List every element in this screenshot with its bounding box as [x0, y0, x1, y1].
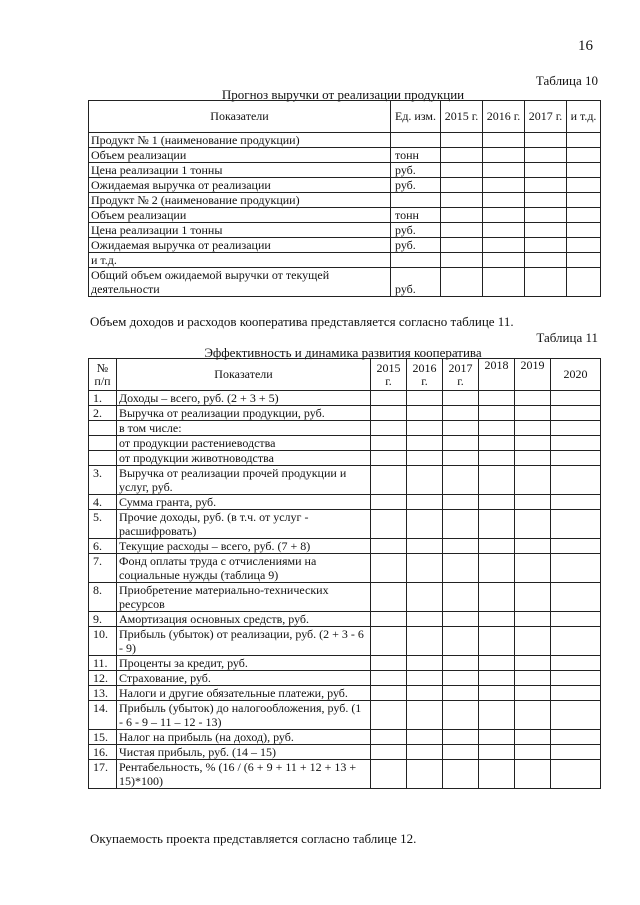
table-11-cell-value: [443, 391, 479, 406]
table-11-cell-indicator: Текущие расходы – всего, руб. (7 + 8): [117, 539, 371, 554]
table-11-cell-number: [89, 421, 117, 436]
table-11-cell-indicator: Чистая прибыль, руб. (14 – 15): [117, 745, 371, 760]
table-11-row: [89, 510, 601, 539]
table-10-cell-value: [567, 178, 601, 193]
table-10-cell-unit: руб.: [391, 238, 441, 253]
table-11-header: 2020: [551, 359, 601, 391]
table-11-cell-value: [443, 612, 479, 627]
table-11-cell-value: [479, 451, 515, 466]
table-10-cell-value: [441, 268, 483, 297]
table-11-cell-value: [515, 760, 551, 789]
table-11-cell-value: [443, 406, 479, 421]
table-10-row: [89, 148, 601, 163]
table-10-row: [89, 208, 601, 223]
table-11-cell-value: [371, 627, 407, 656]
table-11-cell-value: [407, 510, 443, 539]
table-11-cell-value: [551, 510, 601, 539]
table-11-cell-value: [371, 730, 407, 745]
table-10-cell-indicator: Объем реализации: [89, 208, 391, 223]
table-10-cell-value: [525, 163, 567, 178]
table-11-cell-value: [479, 583, 515, 612]
page-number: 16: [578, 38, 593, 54]
table-11-header: 2016 г.: [407, 359, 443, 391]
table-11-cell-number: 6.: [89, 539, 117, 554]
table-11-cell-value: [443, 510, 479, 539]
table-11-cell-number: 13.: [89, 686, 117, 701]
table-10-cell-value: [483, 238, 525, 253]
table-11-row: [89, 451, 601, 466]
table-11-cell-value: [515, 466, 551, 495]
table-11-cell-indicator: Страхование, руб.: [117, 671, 371, 686]
table-10-cell-value: [525, 178, 567, 193]
table-11-cell-value: [443, 554, 479, 583]
table-11-cell-value: [371, 539, 407, 554]
table-10-cell-value: [483, 208, 525, 223]
table-10-cell-indicator: Объем реализации: [89, 148, 391, 163]
table-11-cell-value: [551, 730, 601, 745]
table-10-title: Прогноз выручки от реализации продукции: [221, 87, 465, 102]
table-11-cell-value: [371, 612, 407, 627]
table-11-cell-value: [551, 612, 601, 627]
table-10-cell-indicator: Продукт № 2 (наименование продукции): [89, 193, 391, 208]
table-11-cell-value: [443, 466, 479, 495]
table-11-cell-value: [371, 510, 407, 539]
table-10-cell-value: [525, 253, 567, 268]
table-10-cell-indicator: Цена реализации 1 тонны: [89, 163, 391, 178]
table-11-cell-value: [515, 436, 551, 451]
table-10-header: и т.д.: [567, 101, 601, 133]
table-10-cell-value: [483, 133, 525, 148]
table-11-cell-value: [479, 656, 515, 671]
table-11-cell-value: [443, 671, 479, 686]
table-11-cell-value: [515, 627, 551, 656]
table-10-cell-unit: руб.: [391, 223, 441, 238]
table-10-cell-value: [525, 133, 567, 148]
table-10-cell-value: [483, 223, 525, 238]
table-11-cell-value: [551, 745, 601, 760]
table-11-cell-number: 16.: [89, 745, 117, 760]
table-10-cell-value: [567, 163, 601, 178]
table-11-cell-value: [443, 730, 479, 745]
table-10-cell-value: [567, 223, 601, 238]
table-10-cell-value: [567, 268, 601, 297]
table-11-cell-value: [407, 495, 443, 510]
table-11-cell-value: [371, 656, 407, 671]
table-11-cell-value: [551, 583, 601, 612]
table-11-cell-value: [551, 436, 601, 451]
table-11-cell-value: [443, 686, 479, 701]
table-11-cell-value: [407, 451, 443, 466]
table-11-cell-number: 10.: [89, 627, 117, 656]
table-10-cell-unit: [391, 193, 441, 208]
table-11-cell-value: [551, 495, 601, 510]
table-11-cell-value: [515, 391, 551, 406]
table-11-cell-indicator: Выручка от реализации продукции, руб.: [117, 406, 371, 421]
table-11-row: [89, 539, 601, 554]
table-11-cell-value: [443, 436, 479, 451]
table-11-cell-value: [515, 686, 551, 701]
table-11-cell-number: 8.: [89, 583, 117, 612]
table-10-cell-indicator: Ожидаемая выручка от реализации: [89, 238, 391, 253]
table-11-cell-value: [479, 671, 515, 686]
table-11-cell-value: [479, 554, 515, 583]
table-11-cell-number: 5.: [89, 510, 117, 539]
table-10-cell-value: [525, 148, 567, 163]
table-11-cell-indicator: в том числе:: [117, 421, 371, 436]
table-10-cell-unit: руб.: [391, 268, 441, 297]
table-11-row: [89, 686, 601, 701]
table-11-cell-value: [515, 539, 551, 554]
table-10-cell-value: [567, 253, 601, 268]
table-11-cell-value: [443, 656, 479, 671]
table-11-row: [89, 627, 601, 656]
table-11-cell-value: [407, 760, 443, 789]
table-11-row: [89, 466, 601, 495]
table-11-cell-value: [479, 391, 515, 406]
table-10-cell-value: [441, 193, 483, 208]
table-11-cell-number: 15.: [89, 730, 117, 745]
table-10-cell-indicator: и т.д.: [89, 253, 391, 268]
table-11-row: [89, 612, 601, 627]
table-10-cell-value: [483, 148, 525, 163]
table-11-cell-value: [515, 612, 551, 627]
table-11-row: [89, 730, 601, 745]
table-11-cell-indicator: Прибыль (убыток) до налогообложения, руб. (1 - 6 - 9 – 11 – 12 - 13): [117, 701, 371, 730]
table-11-cell-number: 12.: [89, 671, 117, 686]
table-10-cell-value: [525, 193, 567, 208]
table-11-cell-indicator: Сумма гранта, руб.: [117, 495, 371, 510]
table-10-row: [89, 178, 601, 193]
table-10-row: [89, 238, 601, 253]
table-11-cell-value: [479, 406, 515, 421]
table-11-cell-value: [551, 671, 601, 686]
table-11-row: [89, 554, 601, 583]
table-10-cell-indicator: Продукт № 1 (наименование продукции): [89, 133, 391, 148]
table-10-cell-indicator: Цена реализации 1 тонны: [89, 223, 391, 238]
table-11-cell-value: [371, 436, 407, 451]
table-10-label: Таблица 10: [535, 73, 598, 88]
table-10: [88, 100, 601, 297]
table-11-cell-value: [479, 495, 515, 510]
table-11-cell-value: [407, 554, 443, 583]
table-10-row: [89, 253, 601, 268]
table-11-cell-value: [551, 686, 601, 701]
table-11-cell-indicator: Доходы – всего, руб. (2 + 3 + 5): [117, 391, 371, 406]
table-11-cell-value: [371, 760, 407, 789]
paragraph-table-11-intro: Объем доходов и расходов кооператива представляется согласно таблице 11.: [90, 314, 514, 329]
table-11-cell-value: [371, 583, 407, 612]
table-11-row: [89, 436, 601, 451]
table-11-cell-value: [479, 760, 515, 789]
table-11-cell-value: [479, 701, 515, 730]
table-11-cell-value: [371, 554, 407, 583]
table-11-cell-number: 2.: [89, 406, 117, 421]
table-11-cell-number: 3.: [89, 466, 117, 495]
table-11-header: Показатели: [117, 359, 371, 391]
table-11-cell-value: [407, 612, 443, 627]
table-11-cell-indicator: Налог на прибыль (на доход), руб.: [117, 730, 371, 745]
table-11-header: 2018: [479, 359, 515, 391]
table-11-cell-value: [551, 627, 601, 656]
table-10-cell-value: [441, 253, 483, 268]
table-11-header: № п/п: [89, 359, 117, 391]
table-11-row: [89, 701, 601, 730]
table-11-cell-number: 11.: [89, 656, 117, 671]
table-11-cell-value: [479, 539, 515, 554]
table-11-cell-value: [407, 436, 443, 451]
table-11-cell-value: [551, 701, 601, 730]
table-10-cell-unit: тонн: [391, 148, 441, 163]
table-11-cell-number: [89, 436, 117, 451]
table-11-cell-value: [479, 510, 515, 539]
table-10-cell-value: [483, 253, 525, 268]
table-11-cell-value: [479, 730, 515, 745]
table-11-cell-indicator: Прочие доходы, руб. (в т.ч. от услуг - расшифровать): [117, 510, 371, 539]
table-11-row: [89, 406, 601, 421]
table-10-cell-value: [567, 193, 601, 208]
table-10-header: Показатели: [89, 101, 391, 133]
paragraph-table-12-intro: Окупаемость проекта представляется согласно таблице 12.: [90, 831, 417, 846]
table-11-cell-indicator: Налоги и другие обязательные платежи, руб.: [117, 686, 371, 701]
table-11: [88, 358, 601, 789]
table-10-cell-value: [441, 148, 483, 163]
table-11-cell-value: [551, 656, 601, 671]
table-11-cell-value: [407, 627, 443, 656]
table-10-cell-unit: руб.: [391, 178, 441, 193]
table-11-cell-value: [515, 730, 551, 745]
table-11-cell-value: [515, 421, 551, 436]
table-11-cell-value: [407, 656, 443, 671]
table-10-cell-value: [525, 223, 567, 238]
table-10-cell-value: [567, 238, 601, 253]
table-10-cell-value: [525, 208, 567, 223]
table-11-cell-number: 7.: [89, 554, 117, 583]
table-11-cell-value: [443, 701, 479, 730]
table-10-cell-unit: [391, 253, 441, 268]
table-11-cell-number: [89, 451, 117, 466]
table-10-header: 2016 г.: [483, 101, 525, 133]
table-10-cell-value: [567, 148, 601, 163]
table-11-cell-value: [407, 391, 443, 406]
table-11-cell-indicator: Прибыль (убыток) от реализации, руб. (2 + 3 - 6 - 9): [117, 627, 371, 656]
table-11-cell-value: [443, 583, 479, 612]
table-11-cell-value: [551, 466, 601, 495]
table-10-cell-unit: [391, 133, 441, 148]
table-10-cell-value: [441, 178, 483, 193]
table-11-cell-value: [515, 583, 551, 612]
table-11-cell-value: [407, 686, 443, 701]
table-11-cell-value: [443, 627, 479, 656]
table-11-cell-value: [551, 391, 601, 406]
table-11-header: 2019: [515, 359, 551, 391]
table-11-cell-value: [371, 686, 407, 701]
table-10-cell-value: [483, 163, 525, 178]
table-11-cell-value: [551, 406, 601, 421]
table-11-cell-indicator: от продукции животноводства: [117, 451, 371, 466]
table-11-cell-value: [551, 539, 601, 554]
table-11-cell-value: [515, 701, 551, 730]
table-10-row: [89, 223, 601, 238]
table-11-cell-value: [479, 627, 515, 656]
table-11-cell-value: [407, 539, 443, 554]
table-10-cell-value: [525, 238, 567, 253]
table-10-cell-indicator: Общий объем ожидаемой выручки от текущей деятельности: [89, 268, 391, 297]
table-11-cell-value: [371, 451, 407, 466]
table-11-row: [89, 583, 601, 612]
table-11-row: [89, 671, 601, 686]
table-10-row: [89, 268, 601, 297]
table-11-row: [89, 391, 601, 406]
table-11-cell-value: [515, 510, 551, 539]
table-11-cell-value: [551, 451, 601, 466]
table-11-cell-value: [371, 421, 407, 436]
table-11-cell-value: [443, 539, 479, 554]
table-11-cell-value: [551, 760, 601, 789]
table-11-cell-value: [407, 671, 443, 686]
table-11-cell-indicator: Приобретение материально-технических ресурсов: [117, 583, 371, 612]
table-11-cell-indicator: Выручка от реализации прочей продукции и услуг, руб.: [117, 466, 371, 495]
table-11-row: [89, 495, 601, 510]
table-11-cell-number: 1.: [89, 391, 117, 406]
table-11-cell-value: [371, 701, 407, 730]
table-11-cell-value: [515, 406, 551, 421]
table-11-cell-value: [407, 583, 443, 612]
table-10-cell-indicator: Ожидаемая выручка от реализации: [89, 178, 391, 193]
table-11-cell-value: [407, 730, 443, 745]
table-11-cell-value: [407, 421, 443, 436]
table-11-cell-value: [371, 391, 407, 406]
table-10-cell-value: [483, 193, 525, 208]
table-11-header: 2015 г.: [371, 359, 407, 391]
table-11-cell-value: [443, 495, 479, 510]
table-11-cell-value: [515, 745, 551, 760]
table-11-cell-value: [551, 554, 601, 583]
table-10-row: [89, 193, 601, 208]
table-11-header: 2017 г.: [443, 359, 479, 391]
table-10-header: 2015 г.: [441, 101, 483, 133]
table-11-cell-value: [479, 421, 515, 436]
table-11-row: [89, 745, 601, 760]
table-10-cell-value: [441, 238, 483, 253]
table-11-cell-value: [443, 760, 479, 789]
table-11-cell-value: [371, 671, 407, 686]
table-11-cell-indicator: Амортизация основных средств, руб.: [117, 612, 371, 627]
table-10-row: [89, 163, 601, 178]
table-11-cell-value: [407, 466, 443, 495]
table-10-cell-value: [525, 268, 567, 297]
table-11-cell-number: 9.: [89, 612, 117, 627]
table-11-cell-value: [515, 495, 551, 510]
table-11-title: Эффективность и динамика развития кооператива: [204, 345, 482, 360]
table-11-cell-value: [371, 495, 407, 510]
table-11-cell-indicator: от продукции растениеводства: [117, 436, 371, 451]
table-10-row: [89, 133, 601, 148]
table-11-cell-value: [443, 451, 479, 466]
table-11-cell-number: 14.: [89, 701, 117, 730]
table-11-label: Таблица 11: [536, 330, 598, 345]
table-11-cell-value: [515, 671, 551, 686]
table-11-cell-value: [443, 421, 479, 436]
table-10-cell-value: [441, 133, 483, 148]
table-11-row: [89, 656, 601, 671]
table-10-cell-unit: тонн: [391, 208, 441, 223]
table-11-cell-indicator: Проценты за кредит, руб.: [117, 656, 371, 671]
table-11-cell-value: [371, 745, 407, 760]
table-11-cell-value: [407, 406, 443, 421]
table-11-cell-value: [479, 466, 515, 495]
table-11-cell-number: 4.: [89, 495, 117, 510]
table-10-cell-value: [441, 163, 483, 178]
table-11-cell-value: [443, 745, 479, 760]
table-11-cell-value: [479, 612, 515, 627]
table-11-cell-value: [479, 745, 515, 760]
table-11-cell-value: [407, 701, 443, 730]
table-10-cell-value: [441, 223, 483, 238]
table-11-cell-value: [371, 406, 407, 421]
table-11-cell-value: [515, 656, 551, 671]
table-10-cell-unit: руб.: [391, 163, 441, 178]
table-11-cell-indicator: Фонд оплаты труда с отчислениями на социальные нужды (таблица 9): [117, 554, 371, 583]
table-10-cell-value: [441, 208, 483, 223]
table-11-cell-value: [551, 421, 601, 436]
table-10-header: Ед. изм.: [391, 101, 441, 133]
table-10-cell-value: [483, 268, 525, 297]
table-11-cell-value: [515, 451, 551, 466]
table-11-row: [89, 421, 601, 436]
table-11-row: [89, 760, 601, 789]
table-10-header: 2017 г.: [525, 101, 567, 133]
table-11-cell-value: [479, 686, 515, 701]
table-10-cell-value: [567, 208, 601, 223]
table-11-cell-value: [371, 466, 407, 495]
table-11-cell-value: [479, 436, 515, 451]
table-11-cell-value: [407, 745, 443, 760]
table-10-cell-value: [567, 133, 601, 148]
table-10-cell-value: [483, 178, 525, 193]
table-11-cell-number: 17.: [89, 760, 117, 789]
table-11-cell-value: [515, 554, 551, 583]
table-11-cell-indicator: Рентабельность, % (16 / (6 + 9 + 11 + 12 + 13 + 15)*100): [117, 760, 371, 789]
